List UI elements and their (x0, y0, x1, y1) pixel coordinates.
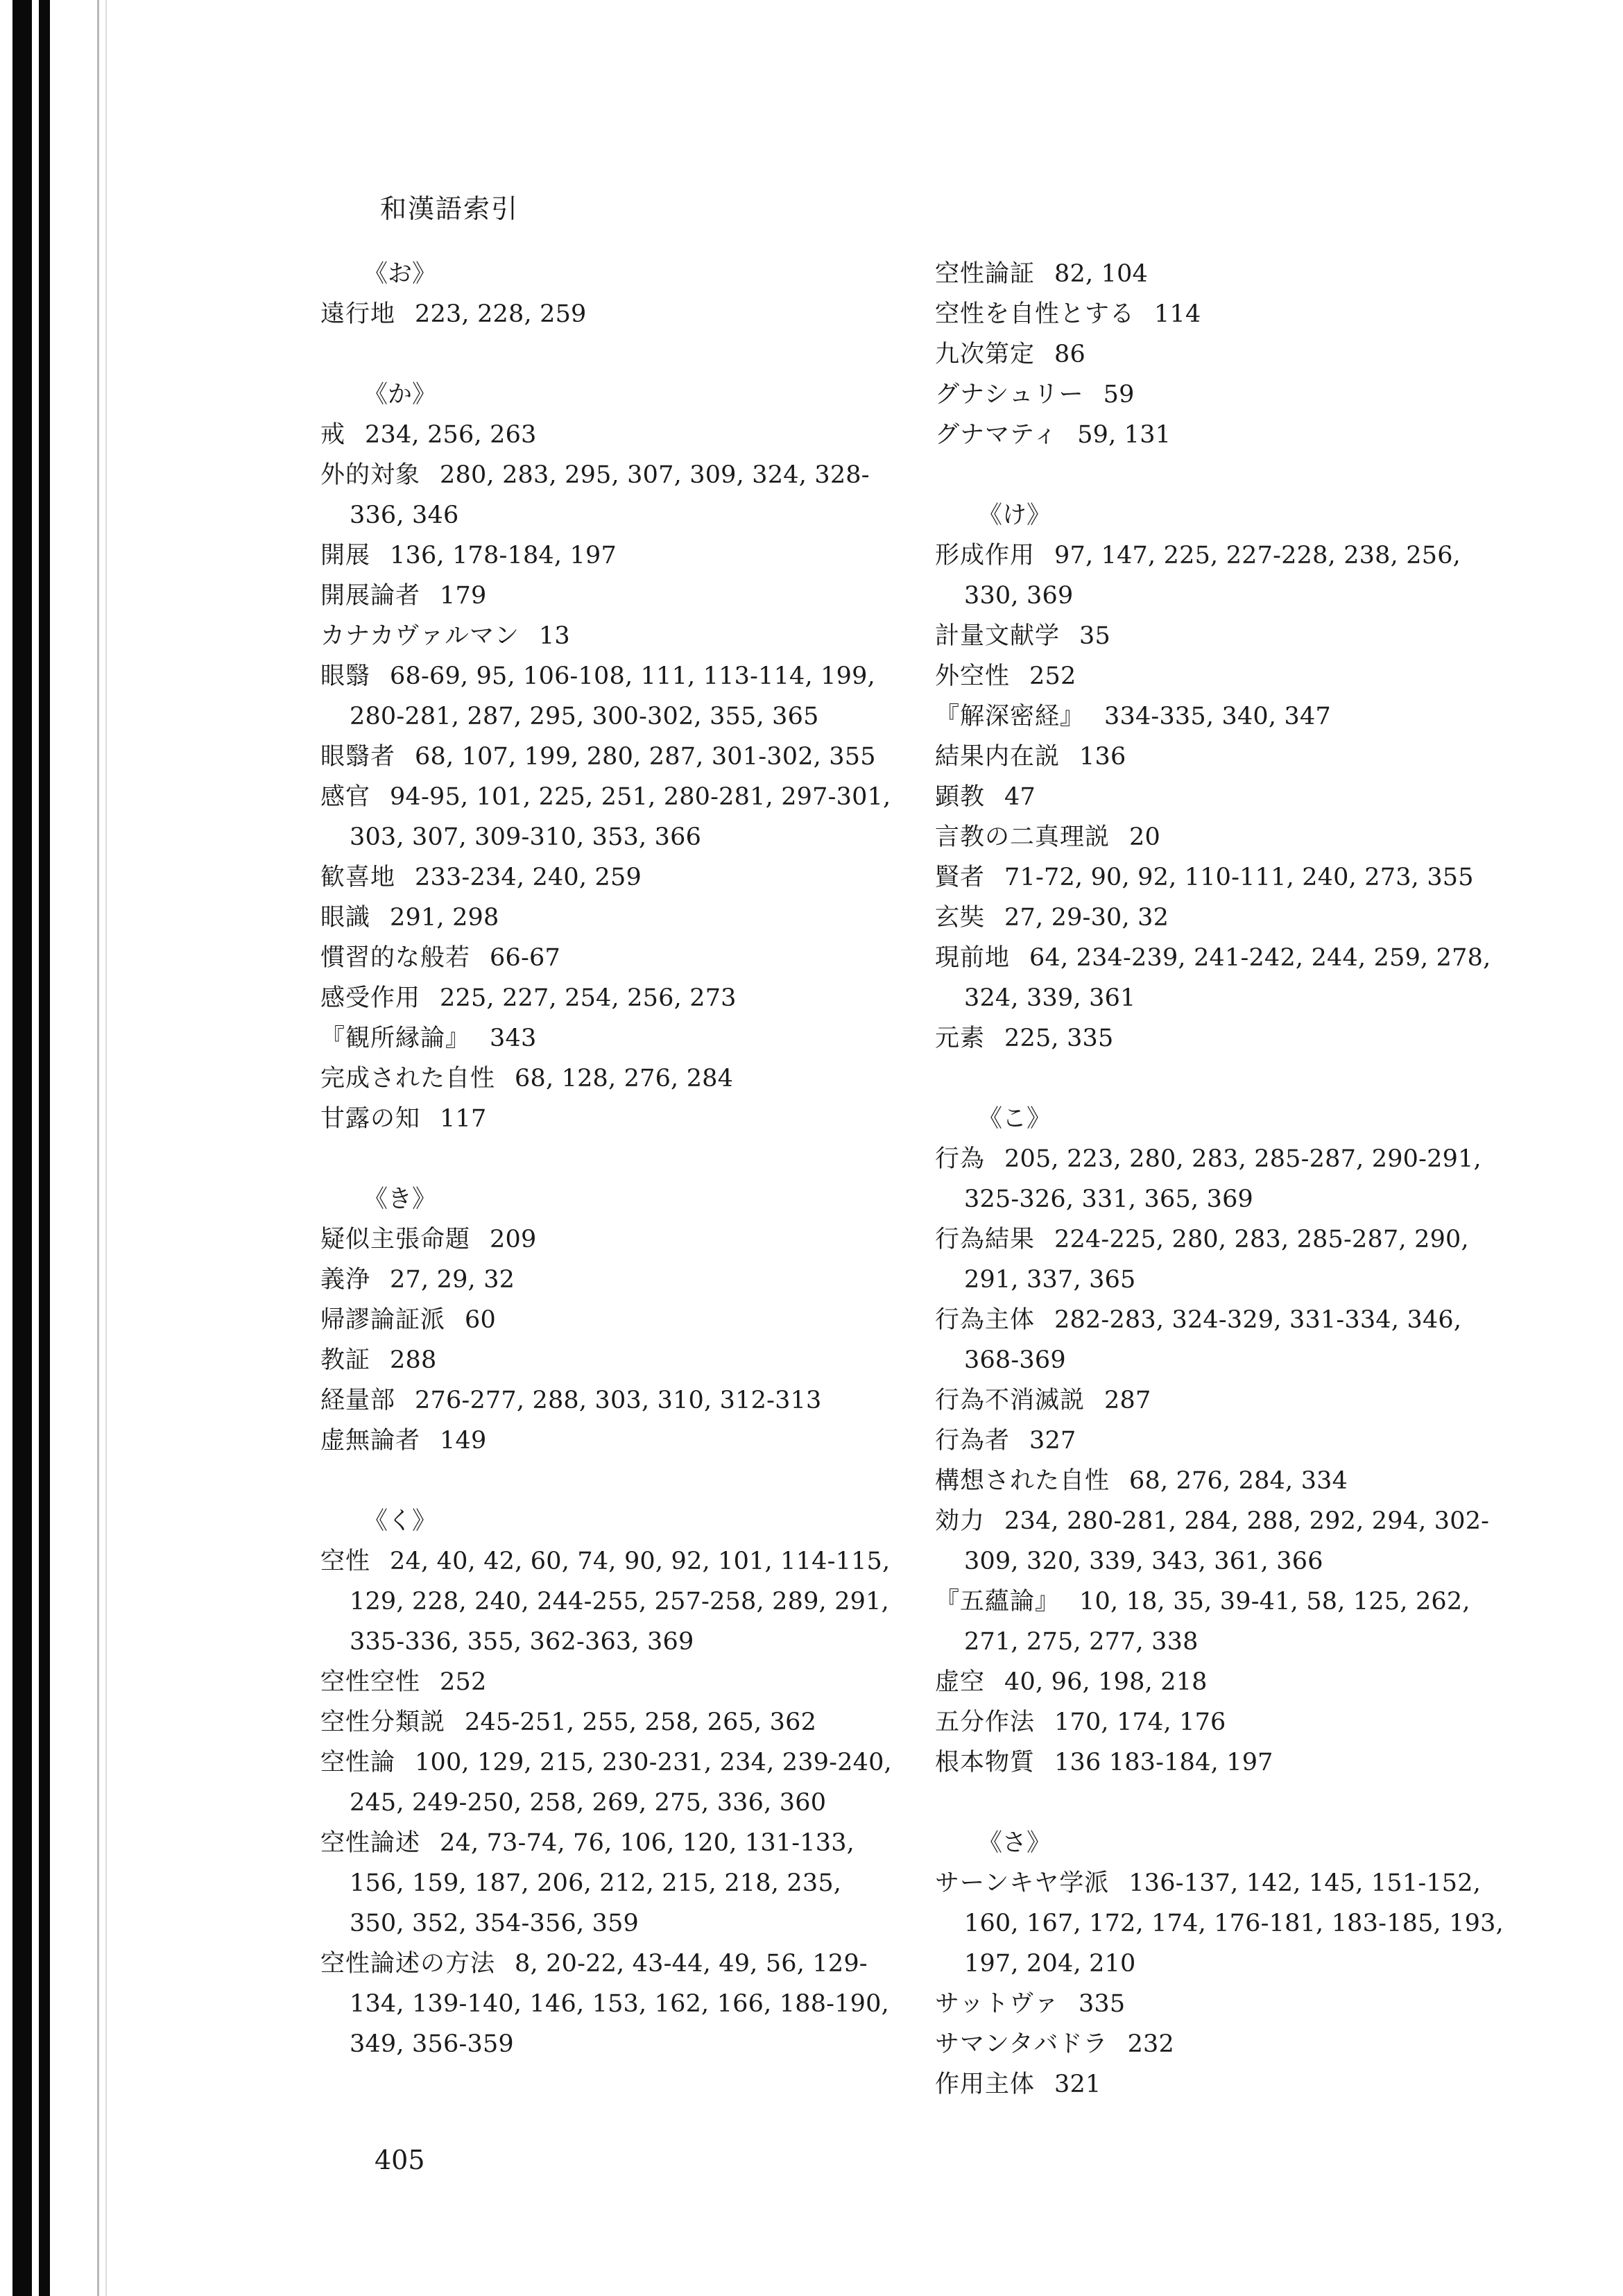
index-pages: 86 (1054, 341, 1085, 368)
index-entry (935, 1219, 1518, 1300)
index-entry (935, 1702, 1518, 1742)
index-column-right (935, 254, 1518, 2105)
index-term: 行為不消滅説 (935, 1387, 1085, 1414)
index-pages: 334-335, 340, 347 (1104, 703, 1331, 730)
index-pages: 291, 298 (390, 904, 499, 932)
index-term: 慣習的な般若 (320, 944, 471, 972)
index-term: 『観所縁論』 (320, 1025, 471, 1052)
index-entry (935, 656, 1518, 696)
index-entry (320, 1541, 903, 1662)
index-entry (320, 898, 903, 938)
index-pages: 94-95, 101, 225, 251, 280-281, 297-301, 303, 307, 309-310, 353, 366 (350, 783, 891, 851)
index-term: 効力 (935, 1507, 986, 1535)
section-heading: 《く》 (363, 1507, 437, 1535)
index-entry (935, 294, 1518, 334)
index-pages: 59 (1103, 381, 1135, 409)
index-term: サットヴァ (935, 1990, 1059, 2018)
index-pages: 234, 256, 263 (365, 421, 537, 449)
index-term: 『解深密経』 (935, 703, 1085, 730)
index-entry (935, 777, 1518, 817)
index-entry (935, 1380, 1518, 1421)
index-term: 疑似主張命題 (320, 1226, 471, 1253)
index-entry (935, 334, 1518, 375)
index-entry (935, 737, 1518, 777)
index-pages: 27, 29-30, 32 (1004, 904, 1169, 932)
index-entry (320, 1421, 903, 1461)
index-entry (935, 857, 1518, 898)
index-pages: 68, 276, 284, 334 (1129, 1467, 1348, 1495)
index-entry (320, 1340, 903, 1380)
index-term: 義浄 (320, 1266, 371, 1294)
index-pages: 252 (1029, 662, 1076, 690)
index-term: 歓喜地 (320, 864, 396, 891)
index-entry (320, 1662, 903, 1702)
index-entry (935, 817, 1518, 857)
index-pages: 252 (440, 1668, 487, 1696)
index-pages: 232 (1127, 2030, 1174, 2058)
index-entry (935, 2024, 1518, 2064)
index-term: 外的対象 (320, 461, 421, 489)
index-term: 空性論述の方法 (320, 1950, 496, 1978)
index-entry (320, 616, 903, 656)
index-entry (320, 1944, 903, 2064)
scan-edge-line (97, 0, 99, 2296)
index-pages: 13 (538, 622, 570, 650)
index-entry (320, 1300, 903, 1340)
index-entry (935, 1018, 1518, 1059)
index-pages: 327 (1029, 1427, 1076, 1455)
index-term: 現前地 (935, 944, 1011, 972)
section-heading: 《け》 (978, 502, 1051, 529)
index-entry (320, 978, 903, 1018)
section-heading: 《き》 (363, 1185, 437, 1213)
section-heading: 《か》 (363, 381, 437, 409)
page-number: 405 (375, 2145, 425, 2175)
index-entry (320, 415, 903, 455)
index-entry (935, 254, 1518, 294)
index-entry (935, 1662, 1518, 1702)
section-heading: 《さ》 (978, 1829, 1051, 1857)
index-pages: 114 (1154, 300, 1201, 328)
index-entry (320, 737, 903, 777)
index-section (320, 1501, 903, 2064)
index-entry (320, 1742, 903, 1823)
index-term: 結果内在説 (935, 743, 1060, 771)
index-entry (320, 1380, 903, 1421)
index-term: 空性論 (320, 1749, 396, 1776)
index-entry (320, 1702, 903, 1742)
index-pages: 179 (440, 582, 487, 610)
index-term: 経量部 (320, 1387, 396, 1414)
index-pages: 282-283, 324-329, 331-334, 346, 368-369 (964, 1306, 1462, 1374)
index-term: 完成された自性 (320, 1065, 496, 1093)
index-entry (935, 1300, 1518, 1380)
index-entry (320, 576, 903, 616)
index-term: 空性論証 (935, 260, 1036, 288)
index-pages: 97, 147, 225, 227-228, 238, 256, 330, 369 (964, 542, 1461, 610)
index-section (935, 1099, 1518, 1783)
index-pages: 287 (1104, 1387, 1151, 1414)
index-entry (935, 696, 1518, 737)
index-pages: 149 (440, 1427, 487, 1455)
index-section (935, 1823, 1518, 2105)
scan-edge-bar (12, 0, 32, 2296)
index-entry (320, 1018, 903, 1059)
index-entry (935, 1501, 1518, 1582)
index-term: 九次第定 (935, 341, 1036, 368)
index-term: 形成作用 (935, 542, 1036, 569)
index-pages: 24, 40, 42, 60, 74, 90, 92, 101, 114-115, 129, 228, 240, 244-255, 257-258, 289, 291, 335-336, 355, 362-363, 369 (350, 1548, 891, 1656)
index-pages: 24, 73-74, 76, 106, 120, 131-133, 156, 159, 187, 206, 212, 215, 218, 235, 350, 352, 354-356, 359 (350, 1829, 855, 1937)
index-pages: 20 (1129, 823, 1160, 851)
index-pages: 223, 228, 259 (415, 300, 587, 328)
index-pages: 335 (1078, 1990, 1126, 2018)
index-entry (935, 1863, 1518, 1984)
index-term: カナカヴァルマン (320, 622, 519, 650)
index-term: グナマティ (935, 421, 1058, 449)
section-heading: 《お》 (363, 260, 437, 288)
index-term: 感受作用 (320, 984, 421, 1012)
index-section (320, 1179, 903, 1461)
index-term: 空性空性 (320, 1668, 421, 1696)
index-term: 『五蘊論』 (935, 1588, 1060, 1616)
index-entry (935, 1742, 1518, 1783)
index-pages: 66-67 (490, 944, 560, 972)
index-pages: 117 (440, 1105, 487, 1133)
index-term: 五分作法 (935, 1708, 1036, 1736)
section-heading: 《こ》 (978, 1105, 1051, 1133)
index-pages: 59, 131 (1077, 421, 1171, 449)
index-term: サマンタバドラ (935, 2030, 1108, 2058)
index-term: 開展 (320, 542, 371, 569)
index-term: グナシュリー (935, 381, 1084, 409)
index-term: 玄奘 (935, 904, 986, 932)
index-pages: 225, 227, 254, 256, 273 (440, 984, 737, 1012)
index-pages: 233-234, 240, 259 (415, 864, 642, 891)
scan-edge-bar (39, 0, 50, 2296)
index-entry (935, 375, 1518, 415)
index-pages: 71-72, 90, 92, 110-111, 240, 273, 355 (1004, 864, 1474, 891)
index-pages: 60 (465, 1306, 496, 1334)
index-term: 感官 (320, 783, 371, 811)
index-pages: 234, 280-281, 284, 288, 292, 294, 302-309, 320, 339, 343, 361, 366 (964, 1507, 1490, 1575)
index-term: 賢者 (935, 864, 986, 891)
index-entry (935, 1421, 1518, 1461)
index-pages: 170, 174, 176 (1054, 1708, 1226, 1736)
index-section (320, 254, 903, 334)
index-pages: 82, 104 (1054, 260, 1149, 288)
index-entry (320, 536, 903, 576)
index-entry (935, 2064, 1518, 2105)
index-term: 眼翳 (320, 662, 371, 690)
index-entry (320, 938, 903, 978)
running-head: 和漢語索引 (380, 194, 519, 224)
index-entry (935, 1139, 1518, 1219)
index-pages: 205, 223, 280, 283, 285-287, 290-291, 325-326, 331, 365, 369 (964, 1145, 1482, 1213)
index-term: サーンキヤ学派 (935, 1869, 1110, 1897)
index-term: 眼翳者 (320, 743, 396, 771)
index-pages: 8, 20-22, 43-44, 49, 56, 129-134, 139-140, 146, 153, 162, 166, 188-190, 349, 356-359 (350, 1950, 889, 2058)
index-entry (320, 455, 903, 536)
index-entry (320, 1823, 903, 1944)
index-pages: 64, 234-239, 241-242, 244, 259, 278, 324, 339, 361 (964, 944, 1491, 1012)
index-entry (935, 898, 1518, 938)
index-pages: 288 (390, 1346, 437, 1374)
index-section (935, 254, 1518, 455)
index-term: 開展論者 (320, 582, 421, 610)
index-pages: 40, 96, 198, 218 (1004, 1668, 1208, 1696)
index-entry (320, 857, 903, 898)
index-term: 構想された自性 (935, 1467, 1110, 1495)
index-term: 計量文献学 (935, 622, 1060, 650)
index-term: 空性分類説 (320, 1708, 446, 1736)
index-entry (320, 1219, 903, 1260)
index-pages: 136-137, 142, 145, 151-152, 160, 167, 172, 174, 176-181, 183-185, 193, 197, 204, 210 (964, 1869, 1504, 1978)
index-pages: 27, 29, 32 (390, 1266, 515, 1294)
index-entry (320, 1059, 903, 1099)
index-term: 行為者 (935, 1427, 1011, 1455)
index-pages: 276-277, 288, 303, 310, 312-313 (415, 1387, 822, 1414)
index-column-left (320, 254, 903, 2064)
index-pages: 68-69, 95, 106-108, 111, 113-114, 199, 280-281, 287, 295, 300-302, 355, 365 (350, 662, 875, 730)
index-pages: 35 (1079, 622, 1110, 650)
index-pages: 280, 283, 295, 307, 309, 324, 328-336, 346 (350, 461, 870, 529)
index-entry (320, 656, 903, 737)
index-pages: 68, 107, 199, 280, 287, 301-302, 355 (415, 743, 876, 771)
index-pages: 136, 178-184, 197 (390, 542, 617, 569)
index-term: 行為 (935, 1145, 986, 1173)
index-section (320, 375, 903, 1139)
index-entry (320, 777, 903, 857)
index-pages: 209 (490, 1226, 537, 1253)
index-term: 戒 (320, 421, 346, 449)
index-entry (935, 938, 1518, 1018)
index-term: 眼識 (320, 904, 371, 932)
index-pages: 10, 18, 35, 39-41, 58, 125, 262, 271, 275, 277, 338 (964, 1588, 1470, 1656)
index-term: 根本物質 (935, 1749, 1036, 1776)
index-entry (935, 1582, 1518, 1662)
scan-edge-line (105, 0, 107, 2296)
index-term: 虚空 (935, 1668, 986, 1696)
index-entry (320, 1260, 903, 1300)
index-term: 元素 (935, 1025, 986, 1052)
index-pages: 68, 128, 276, 284 (515, 1065, 734, 1093)
index-term: 空性を自性とする (935, 300, 1135, 328)
index-pages: 225, 335 (1004, 1025, 1114, 1052)
index-entry (320, 1099, 903, 1139)
index-term: 行為結果 (935, 1226, 1036, 1253)
index-term: 空性 (320, 1548, 371, 1575)
index-section (935, 495, 1518, 1059)
index-term: 帰謬論証派 (320, 1306, 446, 1334)
index-term: 行為主体 (935, 1306, 1036, 1334)
index-pages: 47 (1004, 783, 1036, 811)
index-pages: 321 (1054, 2071, 1101, 2098)
index-pages: 343 (490, 1025, 537, 1052)
index-pages: 224-225, 280, 283, 285-287, 290, 291, 337, 365 (964, 1226, 1469, 1294)
index-term: 遠行地 (320, 300, 396, 328)
index-pages: 100, 129, 215, 230-231, 234, 239-240, 245, 249-250, 258, 269, 275, 336, 360 (350, 1749, 892, 1817)
index-pages: 245-251, 255, 258, 265, 362 (465, 1708, 817, 1736)
index-entry (320, 294, 903, 334)
index-pages: 136 183-184, 197 (1054, 1749, 1273, 1776)
index-entry (935, 536, 1518, 616)
index-term: 虚無論者 (320, 1427, 421, 1455)
index-entry (935, 616, 1518, 656)
index-term: 顕教 (935, 783, 986, 811)
index-term: 甘露の知 (320, 1105, 421, 1133)
index-pages: 136 (1079, 743, 1126, 771)
index-entry (935, 415, 1518, 455)
index-term: 空性論述 (320, 1829, 421, 1857)
index-entry (935, 1461, 1518, 1501)
index-term: 外空性 (935, 662, 1011, 690)
index-term: 言教の二真理説 (935, 823, 1110, 851)
index-entry (935, 1984, 1518, 2024)
index-term: 作用主体 (935, 2071, 1036, 2098)
index-term: 教証 (320, 1346, 371, 1374)
